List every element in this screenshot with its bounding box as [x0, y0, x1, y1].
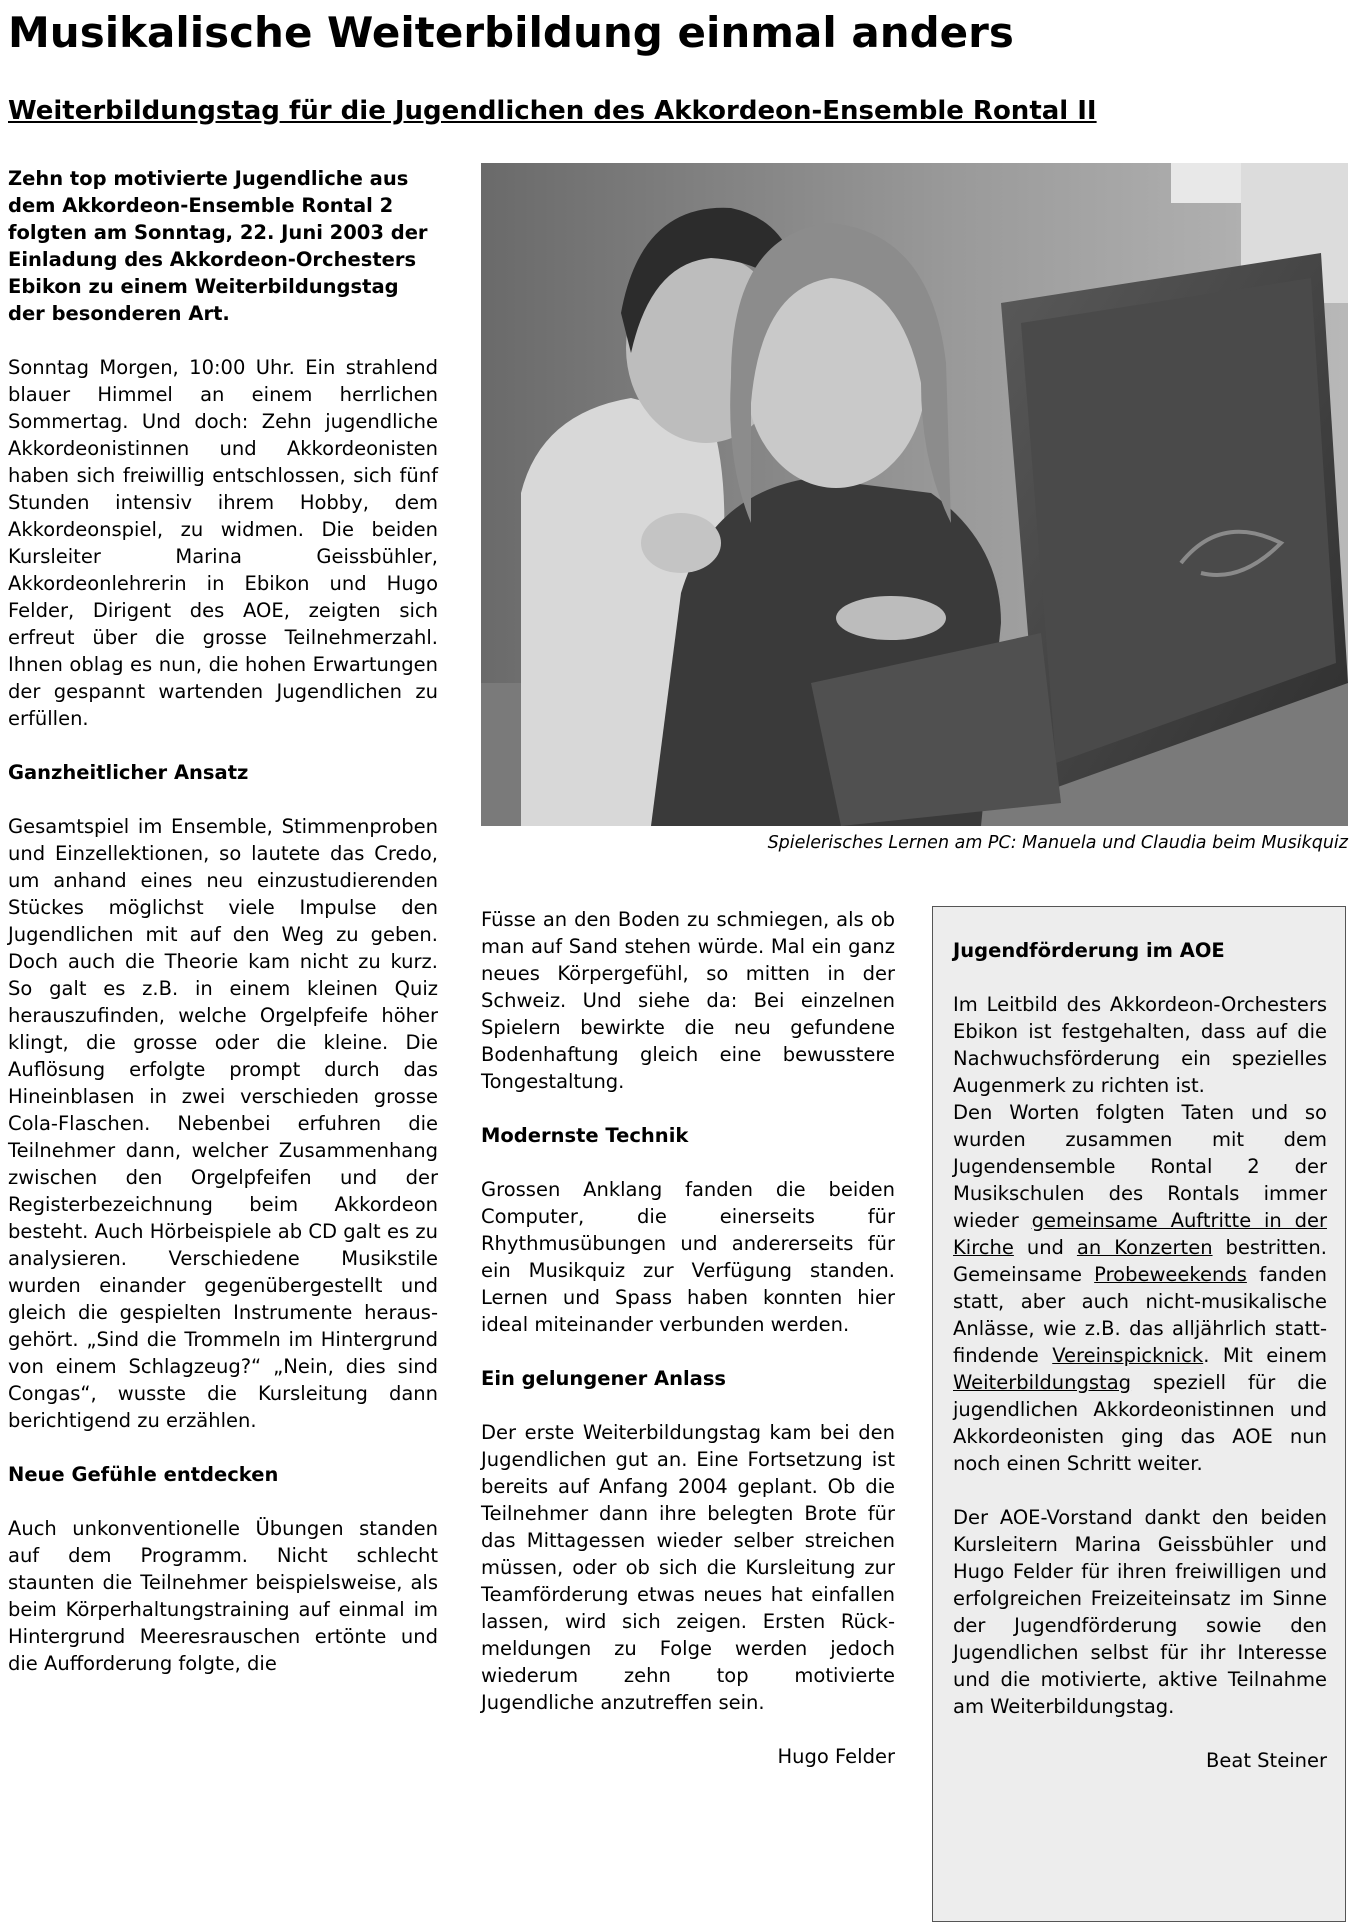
info-text-segment: bestritten. Gemeinsame	[953, 1236, 1327, 1286]
info-box-paragraph-leitbild: Im Leitbild des Akkordeon-Orchesters Ebikon ist festgehalten, dass auf die Nachwuchsförderung ein spezielles Augenmerk zu richten ist.	[953, 993, 1327, 1097]
article-author: Hugo Felder	[777, 1745, 895, 1768]
section-heading-neue-gefuehle: Neue Gefühle entdecken	[8, 1463, 279, 1486]
photo-caption: Spielerisches Lernen am PC: Manuela und Claudia beim Musikquiz	[767, 833, 1348, 853]
info-box-author: Beat Steiner	[1206, 1749, 1327, 1772]
section-heading-gelungener-anlass: Ein gelungener Anlass	[481, 1367, 727, 1390]
section-heading-modernste-technik: Modernste Technik	[481, 1124, 689, 1147]
text-column-left	[8, 165, 438, 1677]
info-box-heading: Jugendförderung im AOE	[953, 939, 1225, 962]
info-text-segment: und	[1013, 1236, 1077, 1259]
highlight-auftritte-kirche: gemeinsame Auftritte in der Kirche	[953, 1209, 1327, 1259]
section-paragraph-modernste-technik: Grossen Anklang fanden die beiden Computer, die einerseits für Rhythmusübungen und andererseits für ein Musikquiz zur Verfügung standen. Lernen und Spass haben konnten hier ideal miteinander verbunden werden.	[481, 1178, 895, 1336]
info-box-paragraph-taten	[953, 1099, 1327, 1477]
lead-paragraph: Zehn top motivierte Jugendliche aus dem Akkordeon-Ensemble Rontal 2 folgten am Sonntag, 22. Juni 2003 der Einladung des Akkordeon-Orchesters Ebikon zu einem Weiterbildungstag der besonderen Art.	[8, 167, 428, 325]
article-subtitle: Weiterbildungstag für die Jugendlichen des Akkordeon-Ensemble Rontal II	[8, 96, 1097, 126]
info-box-paragraph-dank: Der AOE-Vorstand dankt den beiden Kursleitern Marina Geissbühler und Hugo Felder für ihren freiwilligen und erfolgreichen Freizeiteinsatz im Sinne der Jugendförderung sowie den Jugendlichen selbst für ihr Interesse und die motivierte, aktive Teilnahme am Weiterbildungstag.	[953, 1506, 1327, 1718]
info-box-jugendfoerderung	[932, 906, 1346, 1922]
article-photo	[481, 163, 1348, 826]
info-text-segment: fanden statt, aber auch nicht-musikalische Anlässe, wie z.B. das alljährlich stattfindende	[953, 1263, 1327, 1367]
info-text-segment: . Mit einem	[1203, 1344, 1327, 1367]
section-paragraph-neue-gefuehle-end: Füsse an den Boden zu schmiegen, als ob man auf Sand stehen würde. Mal ein ganz neues Körpergefühl, so mitten in der Schweiz. Und siehe da: Bei einzelnen Spielern bewirkte die neu gefundene Bodenhaftung gleich eine bewusstere Tongestaltung.	[481, 908, 895, 1093]
info-text-segment: speziell für die jugendlichen Akkordeonistinnen und Akkordeonisten ging das AOE nun noch einen Schritt weiter.	[953, 1371, 1327, 1475]
highlight-konzerte: an Konzerten	[1076, 1236, 1213, 1259]
info-text-segment: Den Worten folgten Taten und so wurden zusammen mit dem Jugendensemble Rontal 2 der Musikschulen des Rontals immer wieder	[953, 1101, 1327, 1232]
section-paragraph-neue-gefuehle-start: Auch unkonventionelle Übungen standen auf dem Programm. Nicht schlecht staunten die Teilnehmer beispielsweise, als beim Körperhaltungstraining auf einmal im Hintergrund Meeresrauschen ertönte und die Aufforderung folgte, die	[8, 1517, 438, 1675]
photo-illustration	[481, 163, 1348, 826]
section-heading-ganzheitlicher-ansatz: Ganzheitlicher Ansatz	[8, 761, 249, 784]
article-title: Musikalische Weiterbildung einmal anders	[8, 8, 1014, 57]
highlight-probeweekends: Probeweekends	[1094, 1263, 1247, 1286]
text-column-middle	[481, 906, 895, 1770]
highlight-vereinspicknick: Vereinspicknick	[1052, 1344, 1204, 1367]
section-paragraph-ganzheitlicher-ansatz: Gesamtspiel im Ensemble, Stimmenproben und Einzellektionen, so lautete das Credo, um anhand eines neu einzustudierenden Stückes möglichst viele Impulse den Jugendlichen mit auf den Weg zu geben. Doch auch die Theorie kam nicht zu kurz. So galt es z.B. in einem kleinen Quiz herauszufinden, welche Orgelpfeife höher klingt, die grosse oder die kleine. Die Auflösung erfolgte prompt durch das Hineinblasen in zwei verschieden grosse Cola-Flaschen. Nebenbei erfuhren die Teilnehmer dann, welcher Zusammenhang zwischen den Orgelpfeifen und der Registerbezeichnung beim Akkordeon besteht. Auch Hörbeispiele ab CD galt es zu analysieren. Verschiedene Musikstile wurden einander gegenübergestellt und gleich die gespielten Instrumente herausgehört. „Sind die Trommeln im Hintergrund von einem Schlagzeug?“ „Nein, dies sind Congas“, wusste die Kursleitung dann berichtigend zu erzählen.	[8, 815, 438, 1432]
highlight-weiterbildungstag: Weiterbildungstag	[953, 1371, 1132, 1394]
intro-paragraph: Sonntag Morgen, 10:00 Uhr. Ein strahlend blauer Himmel an einem herrlichen Sommertag. Und doch: Zehn jugendliche Akkordeonistinnen und Akkordeonisten haben sich freiwillig entschlossen, sich fünf Stunden intensiv ihrem Hobby, dem Akkordeonspiel, zu widmen. Die beiden Kursleiter Marina Geissbühler, Akkordeonlehrerin in Ebikon und Hugo Felder, Dirigent des AOE, zeigten sich erfreut über die grosse Teilnehmerzahl. Ihnen oblag es nun, die hohen Erwartungen der gespannt wartenden Jugendlichen zu erfüllen.	[8, 356, 438, 730]
section-paragraph-gelungener-anlass: Der erste Weiterbildungstag kam bei den Jugendlichen gut an. Eine Fortsetzung ist bereits auf Anfang 2004 geplant. Ob die Teilnehmer dann ihre belegten Brote für das Mittagessen wieder selber streichen müssen, oder ob sich die Kursleitung zur Teamförderung etwas neues hat einfallen lassen, wird sich zeigen. Ersten Rückmeldungen zu Folge werden jedoch wiederum zehn top motivierte Jugendliche anzutreffen sein.	[481, 1421, 895, 1714]
